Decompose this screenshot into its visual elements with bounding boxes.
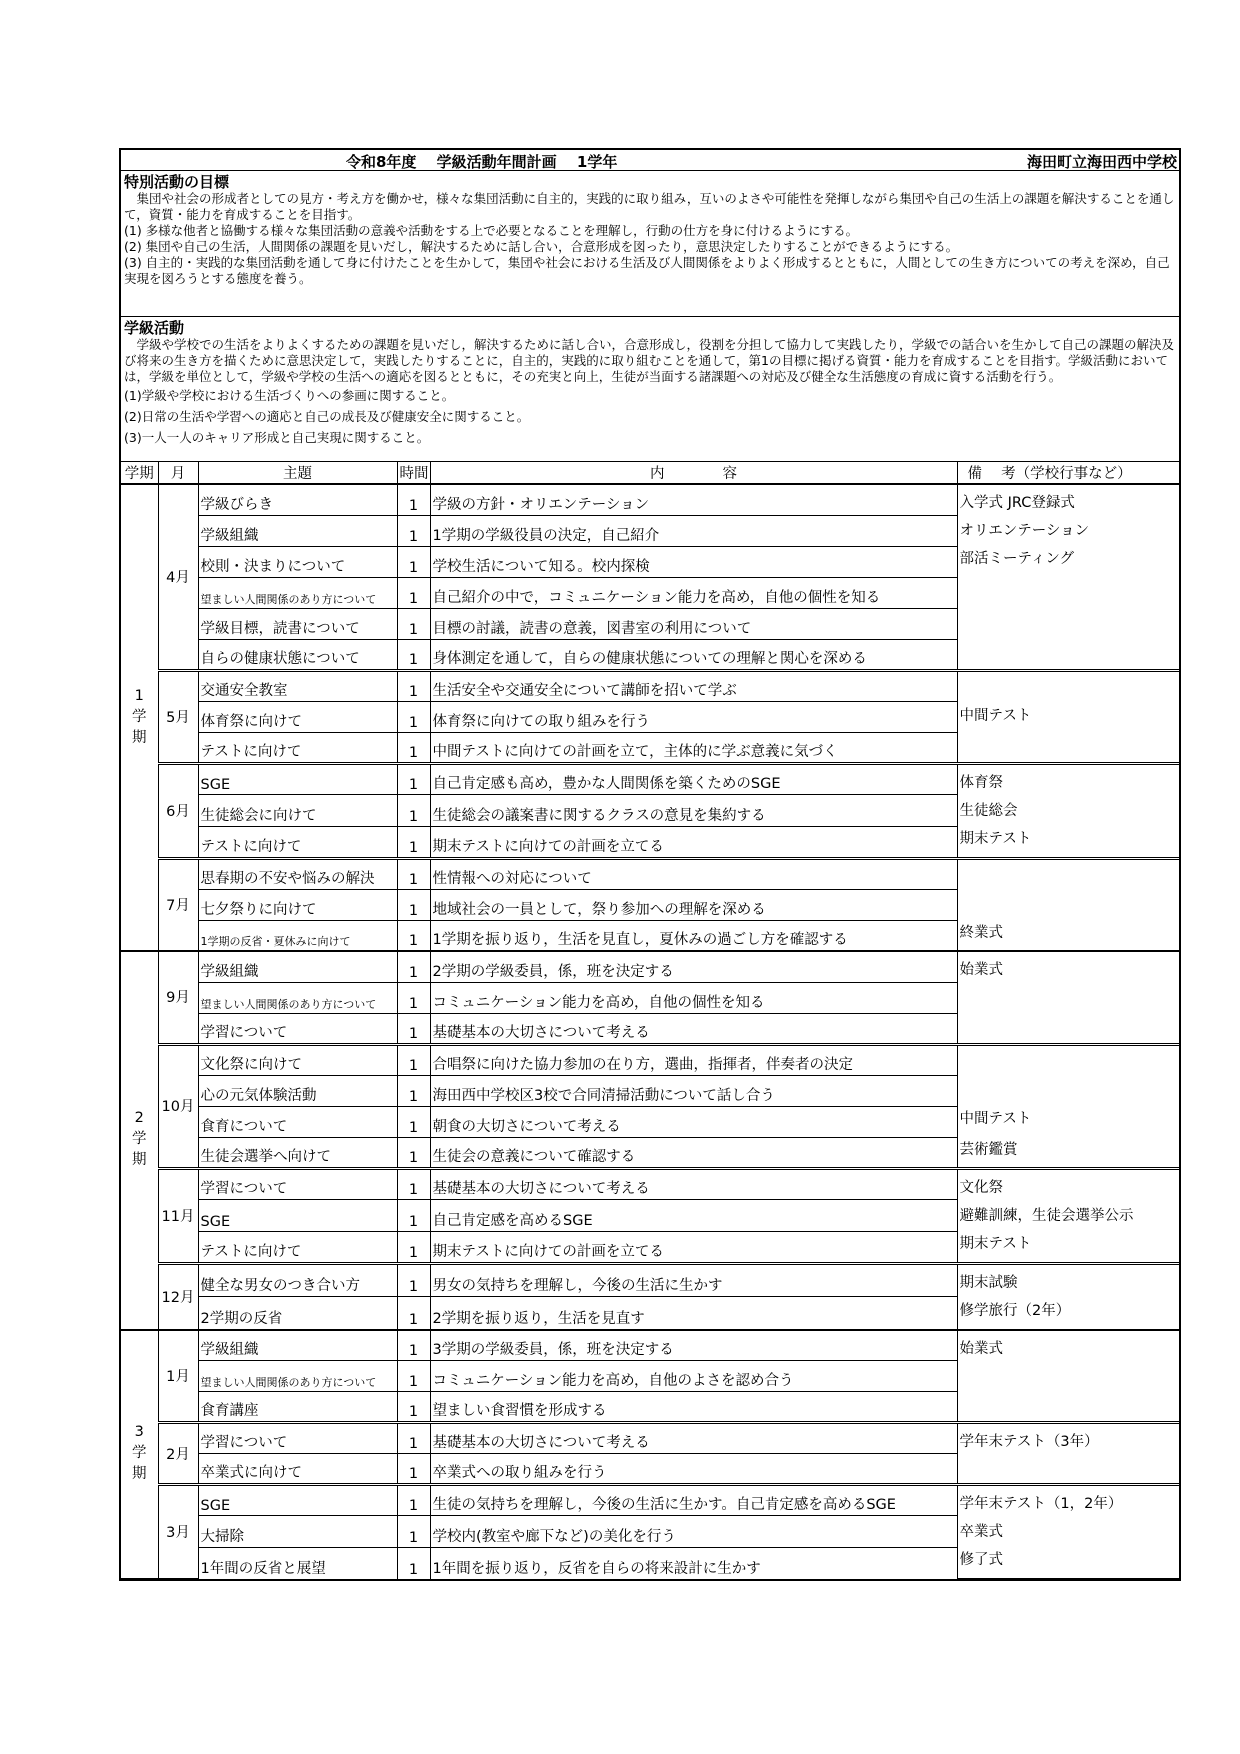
note-item: 生徒総会 xyxy=(959,802,1018,819)
annual-plan-document xyxy=(119,148,1181,1581)
content-cell: 基礎基本の大切さについて考える xyxy=(430,1168,957,1200)
topic-cell: 食育について xyxy=(198,1106,397,1137)
note-item: 学年末テスト（1，2年） xyxy=(959,1496,1123,1512)
content-cell: 学校生活について知る。校内探検 xyxy=(430,546,957,577)
table-row xyxy=(121,951,1179,982)
table-row xyxy=(121,1168,1179,1200)
topic-cell: 学習について xyxy=(198,1013,397,1044)
term-label: 3 学 期 xyxy=(121,1330,158,1579)
month-label: 10月 xyxy=(158,1044,198,1168)
objective-item: (3) 自主的・実践的な集団活動を通して身に付けたことを生かして，集団や社会における生活及び人間関係をよりよく形成するとともに，人間としての生き方についての考えを深め，自己実現を図ろうとする態度を養う。 xyxy=(124,255,1170,286)
hours-cell: 1 xyxy=(397,1137,430,1168)
topic-cell: 学級目標，読書について xyxy=(198,608,397,639)
col-header-hours: 時間 xyxy=(397,462,430,484)
note-item: 芸術鑑賞 xyxy=(959,1141,1018,1158)
hours-cell: 1 xyxy=(397,546,430,577)
topic-cell: SGE xyxy=(198,1485,397,1516)
note-item: 学年末テスト（3年） xyxy=(959,1434,1099,1450)
class-activity-item: (2)日常の生活や学習への適応と自己の成長及び健康安全に関すること。 xyxy=(124,409,530,424)
topic-cell: 思春期の不安や悩みの解決 xyxy=(198,858,397,889)
hours-cell: 1 xyxy=(397,1106,430,1137)
notes-cell xyxy=(957,763,1179,858)
content-cell: 性情報への対応について xyxy=(430,858,957,889)
month-label: 4月 xyxy=(158,484,198,670)
objectives-intro: 集団や社会の形成者としての見方・考え方を働かせ，様々な集団活動に自主的，実践的に取り組み，互いのよさや可能性を発揮しながら集団や自己の生活上の課題を解決することを通して，資質・能力を育成することを目指す。 xyxy=(124,191,1175,222)
topic-cell: 望ましい人間関係のあり方について xyxy=(198,1361,397,1392)
schedule-table xyxy=(121,462,1179,1579)
hours-cell: 1 xyxy=(397,608,430,639)
content-cell: 自己紹介の中で，コミュニケーション能力を高め，自他の個性を知る xyxy=(430,577,957,608)
hours-cell: 1 xyxy=(397,763,430,795)
page-title: 令和8年度 学級活動年間計画 1学年 xyxy=(346,153,618,171)
hours-cell: 1 xyxy=(397,889,430,920)
note-item: オリエンテーション xyxy=(959,523,1090,539)
col-header-content: 内 容 xyxy=(430,462,957,484)
content-cell: 中間テストに向けての計画を立て，主体的に学ぶ意義に気づく xyxy=(430,732,957,763)
table-row xyxy=(121,1485,1179,1516)
notes-cell xyxy=(957,1263,1179,1330)
notes-cell xyxy=(957,1423,1179,1485)
content-cell: 望ましい食習慣を形成する xyxy=(430,1392,957,1423)
hours-cell: 1 xyxy=(397,826,430,858)
notes-cell xyxy=(957,1485,1179,1579)
topic-cell: 生徒総会に向けて xyxy=(198,795,397,827)
content-cell: 3学期の学級委員，係，班を決定する xyxy=(430,1330,957,1361)
notes-cell xyxy=(957,1330,1179,1423)
note-item: 入学式 JRC登録式 xyxy=(959,495,1075,511)
table-row xyxy=(121,1044,1179,1075)
note-item: 期末テスト xyxy=(959,830,1032,847)
topic-cell: 望ましい人間関係のあり方について xyxy=(198,982,397,1013)
topic-cell: 学級組織 xyxy=(198,1330,397,1361)
topic-cell: 学級びらき xyxy=(198,484,397,515)
table-row xyxy=(121,1330,1179,1361)
term-label: 2 学 期 xyxy=(121,951,158,1330)
table-row xyxy=(121,1423,1179,1454)
class-activities-heading: 学級活動 xyxy=(124,319,185,337)
topic-cell: 学習について xyxy=(198,1423,397,1454)
topic-cell: 交通安全教室 xyxy=(198,670,397,701)
objectives-heading: 特別活動の目標 xyxy=(124,173,230,191)
content-cell: 生徒総会の議案書に関するクラスの意見を集約する xyxy=(430,795,957,827)
note-item: 避難訓練，生徒会選挙公示 xyxy=(959,1207,1134,1224)
content-cell: 1学期を振り返り，生活を見直し，夏休みの過ごし方を確認する xyxy=(430,920,957,951)
content-cell: 身体測定を通して，自らの健康状態についての理解と関心を深める xyxy=(430,639,957,670)
content-cell: 生徒の気持ちを理解し，今後の生活に生かす。自己肯定感を高めるSGE xyxy=(430,1485,957,1516)
note-item: 中間テスト xyxy=(959,1110,1032,1127)
hours-cell: 1 xyxy=(397,1013,430,1044)
hours-cell: 1 xyxy=(397,1044,430,1075)
topic-cell: 学習について xyxy=(198,1168,397,1200)
content-cell: 2学期を振り返り，生活を見直す xyxy=(430,1296,957,1329)
table-row xyxy=(121,484,1179,515)
topic-cell: 学級組織 xyxy=(198,951,397,982)
hours-cell: 1 xyxy=(397,732,430,763)
topic-cell: 食育講座 xyxy=(198,1392,397,1423)
table-row xyxy=(121,1263,1179,1296)
topic-cell: 2学期の反省 xyxy=(198,1296,397,1329)
table-header-row xyxy=(121,462,1179,484)
note-item: 期末テスト xyxy=(959,1235,1032,1252)
table-row xyxy=(121,858,1179,889)
notes-cell xyxy=(957,1168,1179,1263)
content-cell: 地域社会の一員として，祭り参加への理解を深める xyxy=(430,889,957,920)
note-item: 中間テスト xyxy=(959,707,1032,724)
hours-cell: 1 xyxy=(397,1392,430,1423)
notes-cell xyxy=(957,1044,1179,1168)
month-label: 6月 xyxy=(158,763,198,858)
table-row xyxy=(121,763,1179,795)
note-item: 終業式 xyxy=(959,925,1003,941)
note-item: 始業式 xyxy=(959,962,1003,978)
school-name: 海田町立海田西中学校 xyxy=(1026,153,1177,171)
notes-cell xyxy=(957,951,1179,1044)
content-cell: 学校内(教室や廊下など)の美化を行う xyxy=(430,1516,957,1547)
content-cell: 海田西中学校区3校で合同清掃活動について話し合う xyxy=(430,1075,957,1106)
month-label: 5月 xyxy=(158,670,198,763)
content-cell: 基礎基本の大切さについて考える xyxy=(430,1423,957,1454)
hours-cell: 1 xyxy=(397,858,430,889)
topic-cell: 健全な男女のつき合い方 xyxy=(198,1263,397,1296)
topic-cell: 文化祭に向けて xyxy=(198,1044,397,1075)
topic-cell: SGE xyxy=(198,763,397,795)
document-header xyxy=(121,150,1179,171)
hours-cell: 1 xyxy=(397,1330,430,1361)
content-cell: 期末テストに向けての計画を立てる xyxy=(430,1231,957,1263)
topic-cell: 1学期の反省・夏休みに向けて xyxy=(198,920,397,951)
content-cell: 合唱祭に向けた協力参加の在り方，選曲，指揮者，伴奏者の決定 xyxy=(430,1044,957,1075)
content-cell: 1年間を振り返り，反省を自らの将来設計に生かす xyxy=(430,1547,957,1578)
topic-cell: テストに向けて xyxy=(198,1231,397,1263)
note-item: 文化祭 xyxy=(959,1179,1003,1196)
objective-item: (1) 多様な他者と協働する様々な集団活動の意義や活動をする上で必要となることを理解し，行動の仕方を身に付けるようにする。 xyxy=(124,223,859,238)
col-header-term: 学期 xyxy=(121,462,158,484)
topic-cell: 体育祭に向けて xyxy=(198,701,397,732)
hours-cell: 1 xyxy=(397,951,430,982)
hours-cell: 1 xyxy=(397,1485,430,1516)
hours-cell: 1 xyxy=(397,515,430,546)
hours-cell: 1 xyxy=(397,1423,430,1454)
content-cell: 2学期の学級委員，係，班を決定する xyxy=(430,951,957,982)
topic-cell: 校則・決まりについて xyxy=(198,546,397,577)
month-label: 1月 xyxy=(158,1330,198,1423)
topic-cell: 大掃除 xyxy=(198,1516,397,1547)
hours-cell: 1 xyxy=(397,1516,430,1547)
topic-cell: 卒業式に向けて xyxy=(198,1454,397,1485)
hours-cell: 1 xyxy=(397,1231,430,1263)
topic-cell: 自らの健康状態について xyxy=(198,639,397,670)
content-cell: 自己肯定感も高め，豊かな人間関係を築くためのSGE xyxy=(430,763,957,795)
table-row xyxy=(121,670,1179,701)
note-item: 卒業式 xyxy=(959,1524,1003,1540)
content-cell: 1学期の学級役員の決定，自己紹介 xyxy=(430,515,957,546)
hours-cell: 1 xyxy=(397,701,430,732)
content-cell: 学級の方針・オリエンテーション xyxy=(430,484,957,515)
hours-cell: 1 xyxy=(397,484,430,515)
topic-cell: 七夕祭りに向けて xyxy=(198,889,397,920)
topic-cell: 学級組織 xyxy=(198,515,397,546)
note-item: 修学旅行（2年） xyxy=(959,1302,1071,1319)
class-activity-item: (1)学級や学校における生活づくりへの参画に関すること。 xyxy=(124,388,455,403)
hours-cell: 1 xyxy=(397,795,430,827)
topic-cell: テストに向けて xyxy=(198,732,397,763)
note-item: 体育祭 xyxy=(959,774,1003,791)
col-header-month: 月 xyxy=(158,462,198,484)
hours-cell: 1 xyxy=(397,639,430,670)
hours-cell: 1 xyxy=(397,1200,430,1232)
content-cell: 基礎基本の大切さについて考える xyxy=(430,1013,957,1044)
note-item: 修了式 xyxy=(959,1552,1003,1568)
content-cell: 期末テストに向けての計画を立てる xyxy=(430,826,957,858)
hours-cell: 1 xyxy=(397,920,430,951)
hours-cell: 1 xyxy=(397,577,430,608)
notes-cell xyxy=(957,670,1179,763)
month-label: 11月 xyxy=(158,1168,198,1263)
hours-cell: 1 xyxy=(397,670,430,701)
month-label: 7月 xyxy=(158,858,198,951)
content-cell: 体育祭に向けての取り組みを行う xyxy=(430,701,957,732)
content-cell: コミュニケーション能力を高め，自他のよさを認め合う xyxy=(430,1361,957,1392)
content-cell: 卒業式への取り組みを行う xyxy=(430,1454,957,1485)
hours-cell: 1 xyxy=(397,1361,430,1392)
class-activities-section xyxy=(121,317,1179,462)
term-label: 1 学 期 xyxy=(121,484,158,951)
content-cell: 男女の気持ちを理解し，今後の生活に生かす xyxy=(430,1263,957,1296)
notes-cell xyxy=(957,484,1179,670)
topic-cell: 心の元気体験活動 xyxy=(198,1075,397,1106)
note-item: 部活ミーティング xyxy=(959,551,1075,567)
month-label: 3月 xyxy=(158,1485,198,1579)
col-header-topic: 主題 xyxy=(198,462,397,484)
topic-cell: 1年間の反省と展望 xyxy=(198,1547,397,1578)
objective-item: (2) 集団や自己の生活，人間関係の課題を見いだし，解決するために話し合い，合意形成を図ったり，意思決定したりすることができるようにする。 xyxy=(124,239,959,254)
topic-cell: SGE xyxy=(198,1200,397,1232)
content-cell: コミュニケーション能力を高め，自他の個性を知る xyxy=(430,982,957,1013)
hours-cell: 1 xyxy=(397,1075,430,1106)
content-cell: 生徒会の意義について確認する xyxy=(430,1137,957,1168)
notes-cell xyxy=(957,858,1179,951)
month-label: 9月 xyxy=(158,951,198,1044)
hours-cell: 1 xyxy=(397,1263,430,1296)
col-header-notes: 備 考（学校行事など） xyxy=(957,462,1179,484)
hours-cell: 1 xyxy=(397,1454,430,1485)
hours-cell: 1 xyxy=(397,1547,430,1578)
content-cell: 朝食の大切さについて考える xyxy=(430,1106,957,1137)
schedule-body xyxy=(121,484,1179,1579)
hours-cell: 1 xyxy=(397,1168,430,1200)
month-label: 12月 xyxy=(158,1263,198,1330)
content-cell: 生活安全や交通安全について講師を招いて学ぶ xyxy=(430,670,957,701)
month-label: 2月 xyxy=(158,1423,198,1485)
hours-cell: 1 xyxy=(397,982,430,1013)
class-activity-item: (3)一人一人のキャリア形成と自己実現に関すること。 xyxy=(124,430,430,445)
note-item: 期末試験 xyxy=(959,1274,1018,1291)
topic-cell: 望ましい人間関係のあり方について xyxy=(198,577,397,608)
content-cell: 自己肯定感を高めるSGE xyxy=(430,1200,957,1232)
special-activities-objectives xyxy=(121,171,1179,317)
note-item: 始業式 xyxy=(959,1340,1003,1357)
content-cell: 目標の討議，読書の意義，図書室の利用について xyxy=(430,608,957,639)
hours-cell: 1 xyxy=(397,1296,430,1329)
topic-cell: 生徒会選挙へ向けて xyxy=(198,1137,397,1168)
class-activities-intro: 学級や学校での生活をよりよくするための課題を見いだし，解決するために話し合い，合意形成し，役割を分担して協力して実践したり，学級での話合いを生かして自己の課題の解決及び将来の生き方を描くために意思決定して，実践したりすることに，自主的，実践的に取り組むことを通して，第1の目標に掲げる資質・能力を育成することを目指す。学級活動においては，学級を単位として，学級や学校の生活への適応を図るとともに，その充実と向上，生徒が当面する諸課題への対応及び健全な生活態度の育成に資する活動を行う。 xyxy=(124,337,1175,384)
topic-cell: テストに向けて xyxy=(198,826,397,858)
